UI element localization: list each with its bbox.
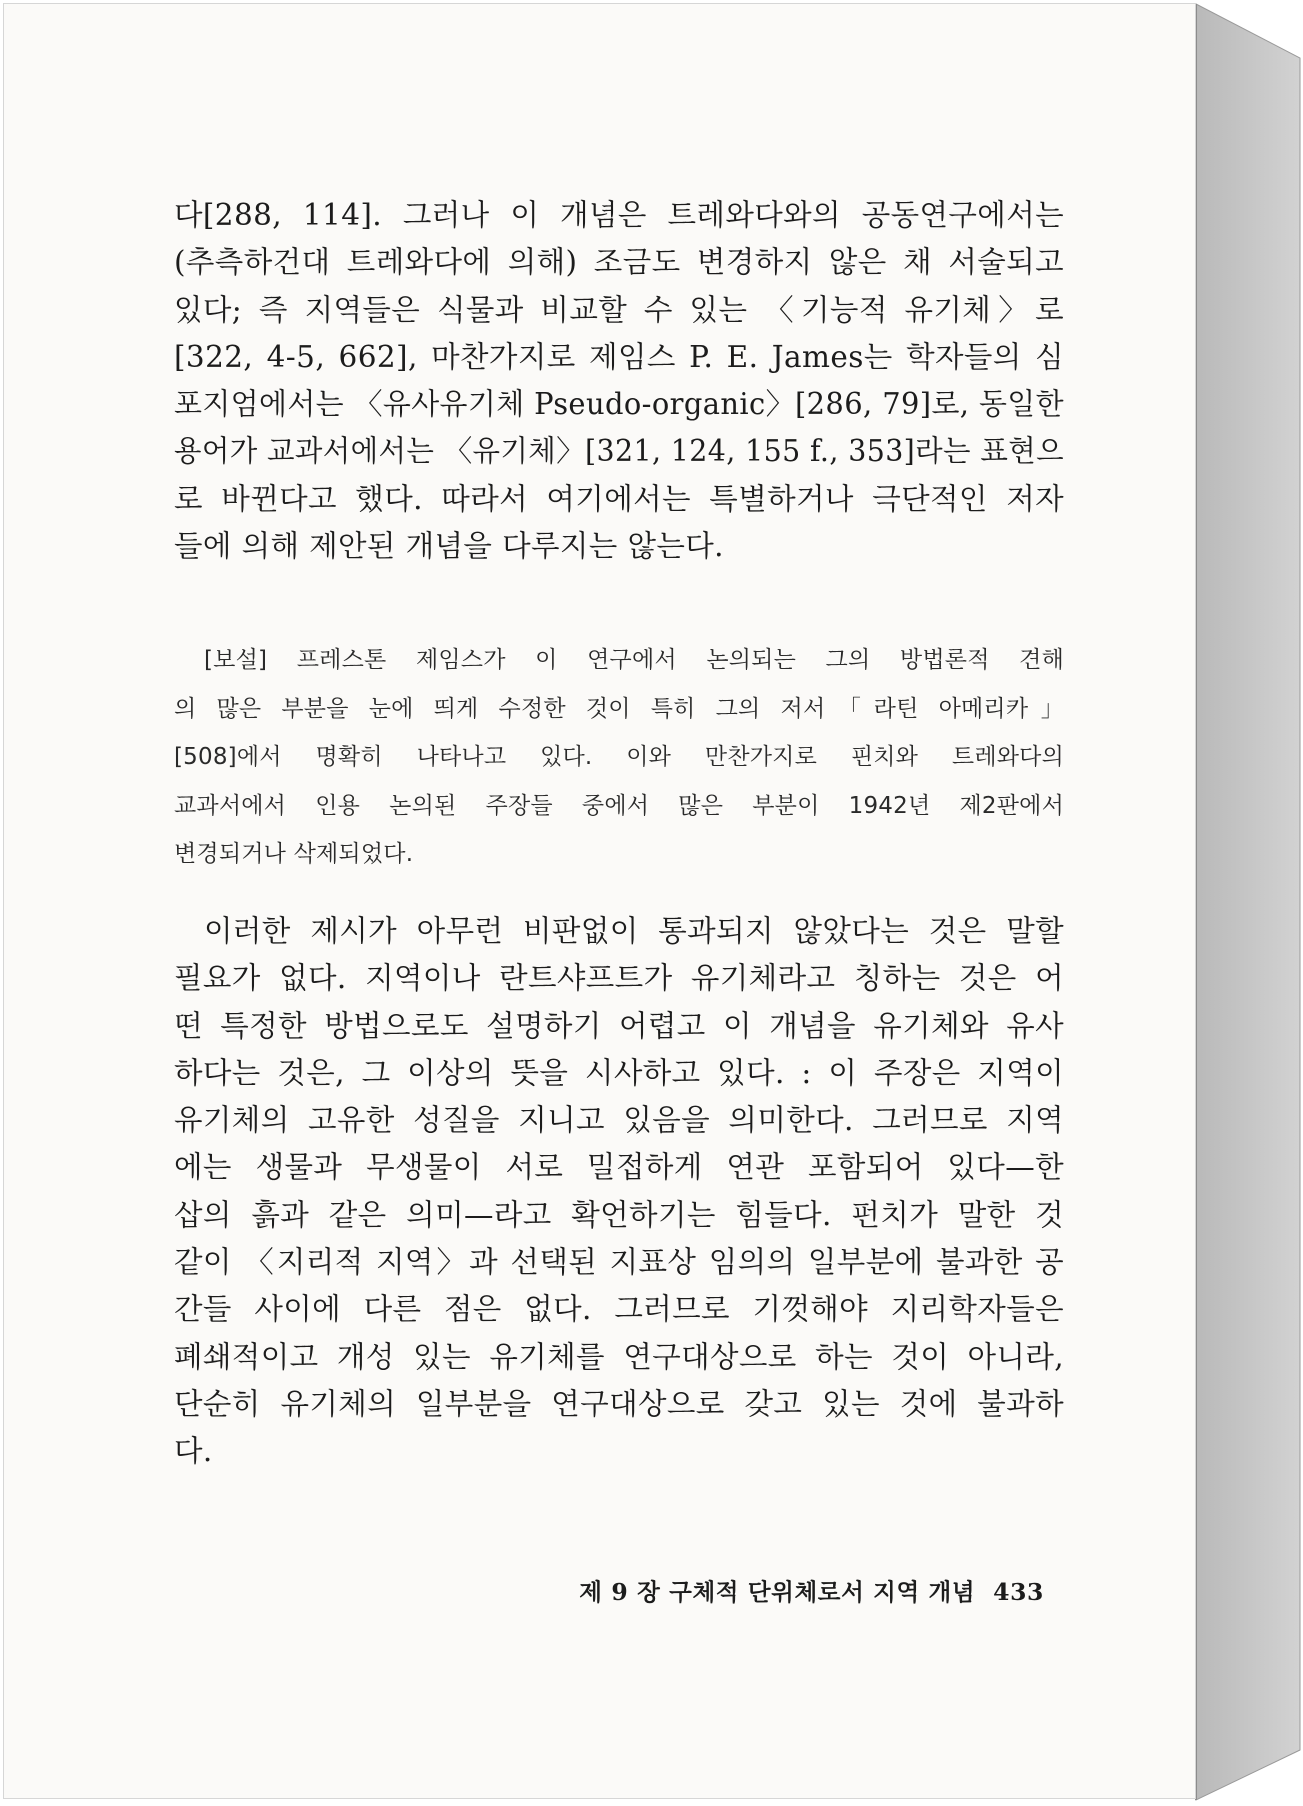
text-line: 같이 〈지리적 지역〉과 선택된 지표상 임의의 일부분에 불과한 공 [174, 1245, 1064, 1280]
body-paragraph-2 [174, 908, 1064, 1476]
text-line: 필요가 없다. 지역이나 란트샤프트가 유기체라고 칭하는 것은 어 [174, 961, 1064, 996]
note-paragraph [174, 636, 1064, 879]
text-line: 용어가 교과서에서는 〈유기체〉[321, 124, 155 f., 353]라는 표현으 [174, 434, 1064, 469]
text-line: 유기체의 고유한 성질을 지니고 있음을 의미한다. 그러므로 지역 [174, 1103, 1064, 1138]
text-line: 포지엄에서는 〈유사유기체 Pseudo-organic〉[286, 79]로, 동일한 [174, 387, 1064, 422]
text-line: (추측하건대 트레와다에 의해) 조금도 변경하지 않은 채 서술되고 [174, 245, 1064, 280]
text-line: 로 바뀐다고 했다. 따라서 여기에서는 특별하거나 극단적인 저자 [174, 481, 1064, 516]
note-line: 의 많은 부분을 눈에 띄게 수정한 것이 특히 그의 저서「라틴 아메리카」 [174, 695, 1064, 722]
document-page [3, 3, 1196, 1799]
text-line: 다. [174, 1434, 213, 1469]
body-paragraph-1 [174, 192, 1064, 570]
text-line: 들에 의해 제안된 개념을 다루지는 않는다. [174, 529, 724, 564]
running-chapter-title: 제 9 장 구체적 단위체로서 지역 개념 [579, 1578, 976, 1606]
text-line: 에는 생물과 무생물이 서로 밀접하게 연관 포함되어 있다—한 [174, 1150, 1064, 1185]
text-line: [322, 4-5, 662], 마찬가지로 제임스 P. E. James는 학자들의 심 [174, 339, 1064, 374]
text-line: 있다; 즉 지역들은 식물과 비교할 수 있는 〈기능적 유기체〉로 [174, 292, 1064, 327]
text-line: 다[288, 114]. 그러나 이 개념은 트레와다와의 공동연구에서는 [174, 198, 1064, 232]
note-line: 교과서에서 인용 논의된 주장들 중에서 많은 부분이 1942년 제2판에서 [174, 792, 1064, 819]
text-line: 폐쇄적이고 개성 있는 유기체를 연구대상으로 하는 것이 아니라, [174, 1339, 1064, 1374]
text-line: 단순히 유기체의 일부분을 연구대상으로 갖고 있는 것에 불과하 [174, 1386, 1064, 1421]
note-line: 변경되거나 삭제되었다. [174, 841, 414, 868]
text-line: 떤 특정한 방법으로도 설명하기 어렵고 이 개념을 유기체와 유사 [174, 1008, 1064, 1043]
note-line: [508]에서 명확히 나타나고 있다. 이와 만찬가지로 핀치와 트레와다의 [174, 744, 1064, 771]
text-line: 이러한 제시가 아무런 비판없이 통과되지 않았다는 것은 말할 [204, 914, 1064, 948]
text-line: 간들 사이에 다른 점은 없다. 그러므로 기껏해야 지리학자들은 [174, 1292, 1064, 1327]
text-line: 하다는 것은, 그 이상의 뜻을 시사하고 있다. : 이 주장은 지역이 [174, 1055, 1064, 1090]
note-line: [보설] 프레스톤 제임스가 이 연구에서 논의되는 그의 방법론적 견해 [204, 647, 1064, 673]
page-number: 433 [993, 1578, 1044, 1606]
page-footer [544, 1573, 1044, 1607]
text-line: 삽의 흙과 같은 의미—라고 확언하기는 힘들다. 펀치가 말한 것 [174, 1197, 1064, 1232]
